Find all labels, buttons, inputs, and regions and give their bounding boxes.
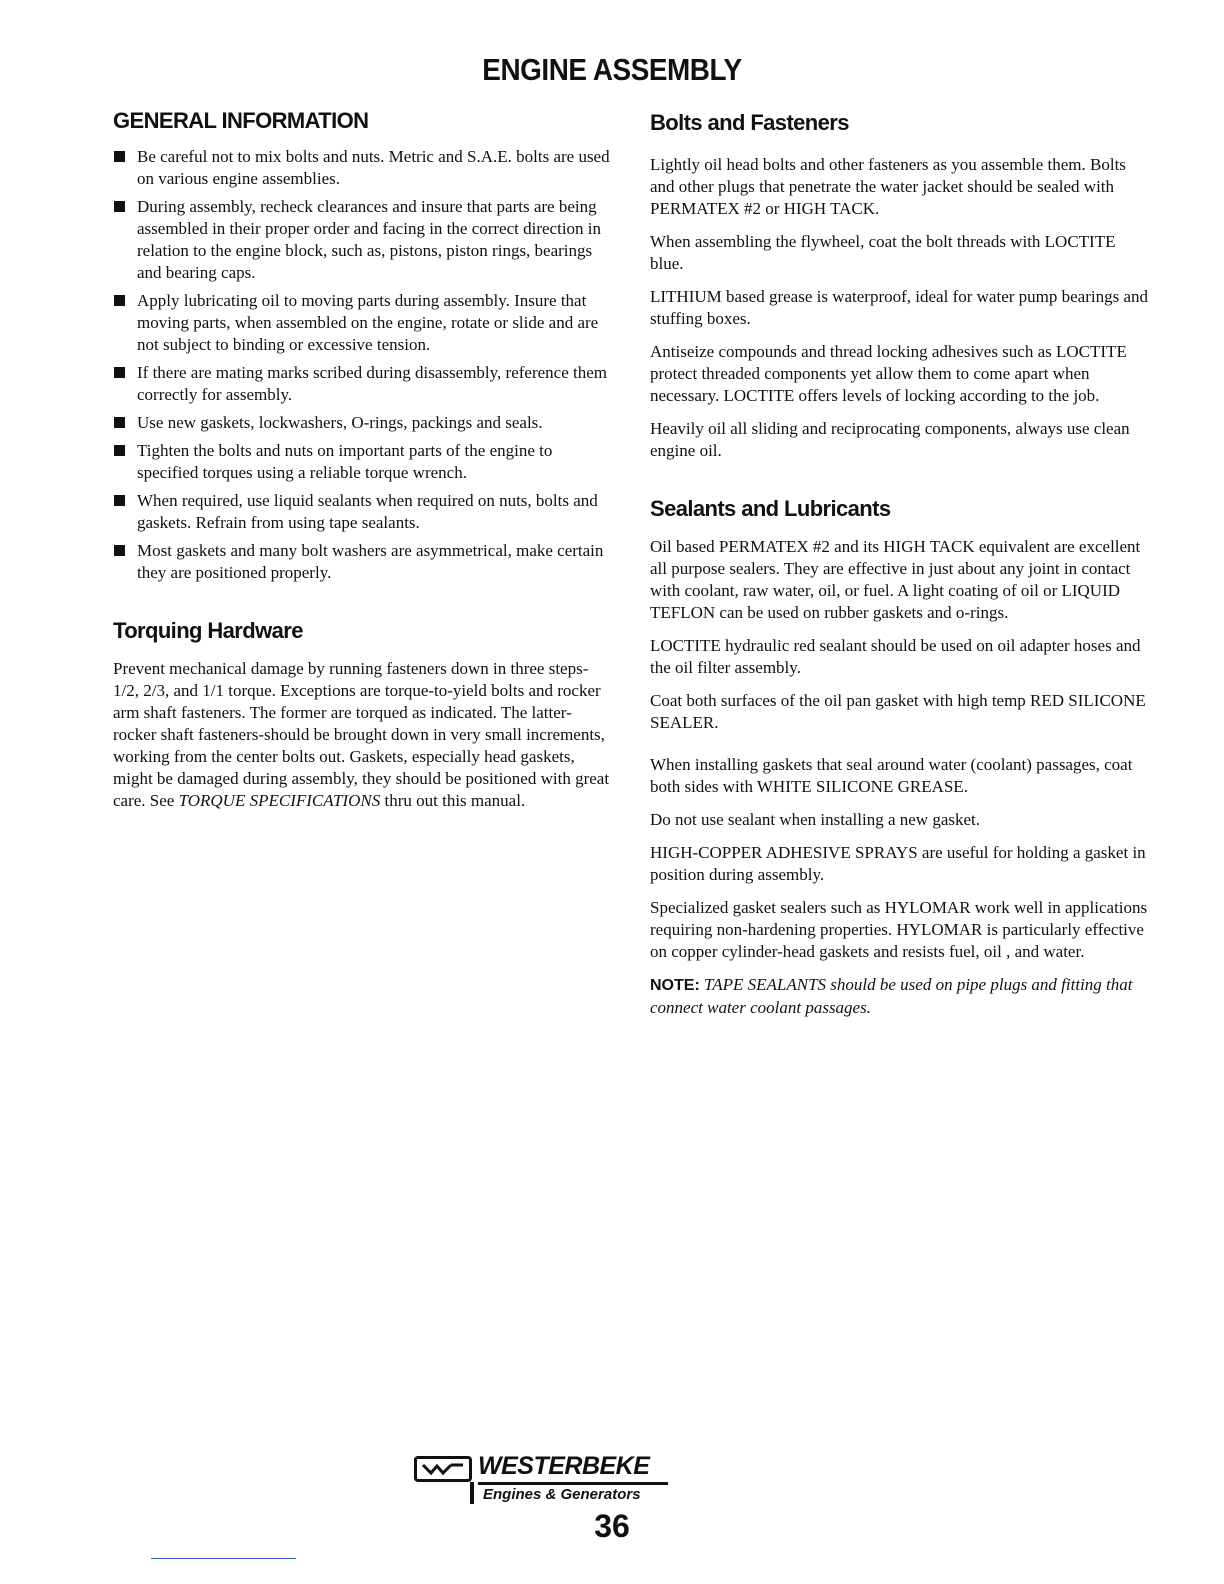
torque-specifications-reference: TORQUE SPECIFICATIONS	[178, 791, 381, 810]
list-item: Be careful not to mix bolts and nuts. Metric and S.A.E. bolts are used on various engine assemblies.	[113, 146, 613, 190]
list-item: Tighten the bolts and nuts on important parts of the engine to specified torques using a reliable torque wrench.	[113, 440, 613, 484]
list-item: If there are mating marks scribed during disassembly, reference them correctly for assembly.	[113, 362, 613, 406]
note-text: TAPE SEALANTS should be used on pipe plugs and fitting that connect water coolant passages.	[650, 975, 1133, 1017]
logo-divider	[470, 1482, 474, 1504]
right-column	[650, 108, 1150, 1030]
left-column	[113, 108, 613, 823]
bullet-square-icon	[114, 417, 125, 428]
paragraph: Specialized gasket sealers such as HYLOMAR work well in applications requiring non-hardening properties. HYLOMAR is particularly effective on copper cylinder-head gaskets and resists fuel, oil , and water.	[650, 898, 1148, 961]
list-item: When required, use liquid sealants when required on nuts, bolts and gaskets. Refrain from using tape sealants.	[113, 490, 613, 534]
paragraph: HIGH-COPPER ADHESIVE SPRAYS are useful for holding a gasket in position during assembly.	[650, 843, 1146, 884]
page-title: ENGINE ASSEMBLY	[482, 52, 742, 87]
paragraph: Do not use sealant when installing a new gasket.	[650, 810, 981, 829]
bolts-and-fasteners-heading: Bolts and Fasteners	[650, 110, 849, 135]
bullet-square-icon	[114, 495, 125, 506]
paragraph: When installing gaskets that seal around water (coolant) passages, coat both sides with WHITE SILICONE GREASE.	[650, 755, 1133, 796]
paragraph: When assembling the flywheel, coat the bolt threads with LOCTITE blue.	[650, 232, 1116, 273]
logo-tagline: Engines & Generators	[483, 1486, 641, 1503]
decorative-rule	[151, 1558, 296, 1559]
list-item: Apply lubricating oil to moving parts during assembly. Insure that moving parts, when assembled on the engine, rotate or slide and are not subject to binding or excessive tension.	[113, 290, 613, 356]
list-item: During assembly, recheck clearances and insure that parts are being assembled in their proper order and facing in the correct direction in relation to the engine block, such as, pistons, piston rings, bearings and bearing caps.	[113, 196, 613, 284]
bullet-square-icon	[114, 545, 125, 556]
paragraph: Heavily oil all sliding and reciprocating components, always use clean engine oil.	[650, 419, 1130, 460]
torquing-hardware-heading: Torquing Hardware	[113, 618, 303, 643]
general-information-list	[113, 146, 613, 584]
note-label: NOTE:	[650, 977, 700, 994]
list-item: Use new gaskets, lockwashers, O-rings, packings and seals.	[113, 412, 613, 434]
bullet-square-icon	[114, 201, 125, 212]
list-item: Most gaskets and many bolt washers are asymmetrical, make certain they are positioned properly.	[113, 540, 613, 584]
bullet-square-icon	[114, 367, 125, 378]
paragraph: Coat both surfaces of the oil pan gasket with high temp RED SILICONE SEALER.	[650, 691, 1146, 732]
paragraph: LITHIUM based grease is waterproof, ideal for water pump bearings and stuffing boxes.	[650, 287, 1149, 328]
note-paragraph	[650, 974, 1150, 1019]
paragraph: Oil based PERMATEX #2 and its HIGH TACK equivalent are excellent all purpose sealers. They are effective in just about any joint in contact with coolant, raw water, oil, or fuel. A light coating of oil or LIQUID TEFLON can be used on rubber gaskets and o-rings.	[650, 537, 1141, 622]
logo-rule	[478, 1482, 668, 1485]
paragraph: LOCTITE hydraulic red sealant should be used on oil adapter hoses and the oil filter assembly.	[650, 636, 1141, 677]
bullet-square-icon	[114, 295, 125, 306]
sealants-and-lubricants-heading: Sealants and Lubricants	[650, 496, 891, 521]
general-information-heading: GENERAL INFORMATION	[113, 108, 369, 133]
westerbeke-logo	[410, 1452, 670, 1508]
logo-emblem-icon	[414, 1456, 472, 1482]
bullet-square-icon	[114, 445, 125, 456]
bullet-square-icon	[114, 151, 125, 162]
logo-wordmark: WESTERBEKE	[478, 1452, 650, 1480]
paragraph: Antiseize compounds and thread locking adhesives such as LOCTITE protect threaded components yet allow them to come apart when necessary. LOCTITE offers levels of locking according to the job.	[650, 342, 1127, 405]
page-number: 36	[594, 1508, 630, 1544]
torquing-hardware-paragraph: Prevent mechanical damage by running fasteners down in three steps-1/2, 2/3, and 1/1 torque. Exceptions are torque-to-yield bolts and rocker arm shaft fasteners. The former are torqued as indicated. The latter-rocker shaft fasteners-should be brought down in very small increments, working from the center bolts out. Gaskets, especially head gaskets, might be damaged during assembly, they should be positioned with great care. See TORQUE SPECIFICATIONS thru out this manual.	[113, 659, 610, 810]
paragraph: Lightly oil head bolts and other fasteners as you assemble them. Bolts and other plugs that penetrate the water jacket should be sealed with PERMATEX #2 or HIGH TACK.	[650, 155, 1126, 218]
